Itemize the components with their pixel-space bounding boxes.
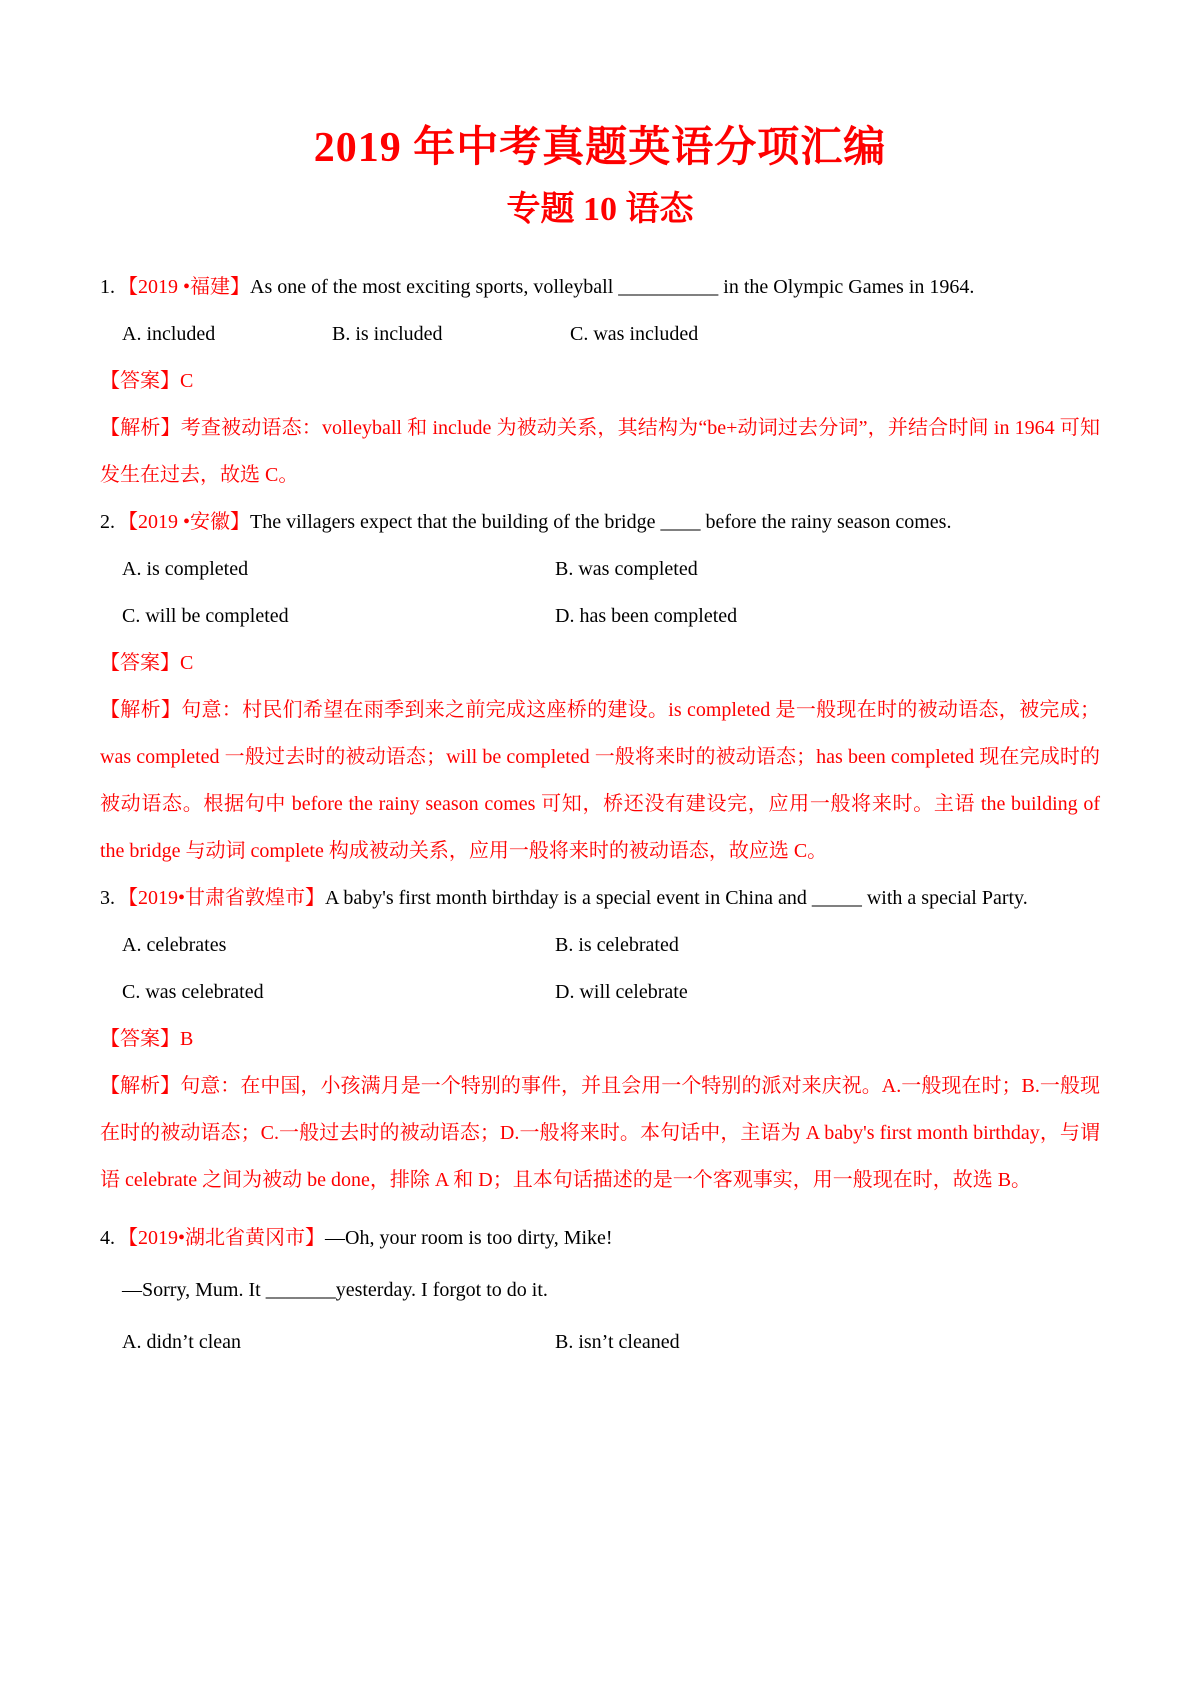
option-c: C. will be completed <box>122 605 289 628</box>
question-3 <box>100 875 1100 1204</box>
question-2-options-row-1 <box>100 546 1100 593</box>
answer-value: C <box>180 652 194 675</box>
question-3-options-row-1 <box>100 922 1100 969</box>
analysis-text: 考查被动语态：volleyball 和 include 为被动关系，其结构为“be+动词过去分词”，并结合时间 in 1964 可知发生在过去，故选 C。 <box>100 417 1100 487</box>
option-b: B. is included <box>332 323 443 346</box>
answer-label: 【答案】 <box>100 652 180 675</box>
option-a: A. is completed <box>122 558 249 581</box>
analysis-label: 【解析】 <box>100 699 182 722</box>
question-1 <box>100 264 1100 499</box>
answer-value: B <box>180 1028 194 1051</box>
option-c: C. was included <box>570 323 699 346</box>
analysis-text: 句意：在中国，小孩满月是一个特别的事件，并且会用一个特别的派对来庆祝。A.一般现在时；B.一般现在时的被动语态；C.一般过去时的被动语态；D.一般将来时。本句话中，主语为 A baby's first month birthday，与谓语 celebrate 之间为被动 be done，排除 A 和 D；且本句话描述的是一个客观事实，用一般现在时，故选 B。 <box>100 1075 1100 1192</box>
analysis-label: 【解析】 <box>100 1075 181 1098</box>
analysis-label: 【解析】 <box>100 417 181 440</box>
option-a: A. celebrates <box>122 934 227 957</box>
question-1-answer-line <box>100 358 1100 405</box>
question-text: —Oh, your room is too dirty, Mike! <box>325 1227 613 1250</box>
question-2 <box>100 499 1100 875</box>
option-b: B. isn’t cleaned <box>555 1331 680 1354</box>
question-4-stem-line-1 <box>100 1212 1100 1264</box>
question-2-options-row-2 <box>100 593 1100 640</box>
question-4-options-row-1 <box>100 1316 1100 1368</box>
question-number: 3. <box>100 887 115 910</box>
document-subtitle: 专题 10 语态 <box>506 190 694 228</box>
question-1-stem-line <box>100 264 1100 311</box>
question-3-options-row-2 <box>100 969 1100 1016</box>
question-text: A baby's first month birthday is a special event in China and _____ with a special Party. <box>325 887 1028 910</box>
option-d: D. has been completed <box>555 605 738 628</box>
answer-label: 【答案】 <box>100 1028 180 1051</box>
document-title: 2019 年中考真题英语分项汇编 <box>313 125 887 171</box>
option-a: A. included <box>122 323 216 346</box>
option-b: B. is celebrated <box>555 934 679 957</box>
answer-label: 【答案】 <box>100 370 180 393</box>
question-3-stem-line <box>100 875 1100 922</box>
option-b: B. was completed <box>555 558 698 581</box>
option-d: D. will celebrate <box>555 981 688 1004</box>
option-a: A. didn’t clean <box>122 1331 242 1354</box>
question-1-analysis <box>100 405 1100 499</box>
question-number: 4. <box>100 1227 115 1250</box>
question-3-analysis <box>100 1063 1100 1204</box>
answer-value: C <box>180 370 194 393</box>
analysis-text: 句意：村民们希望在雨季到来之前完成这座桥的建设。is completed 是一般现在时的被动语态，被完成；was completed 一般过去时的被动语态；will be completed 一般将来时的被动语态；has been completed 现在完成时的被动语态。根据句中 before the rainy season comes 可知，桥还没有建设完，应用一般将来时。主语 the building of the bridge 与动词 complete 构成被动关系，应用一般将来时的被动语态，故应选 C。 <box>100 699 1100 863</box>
question-2-answer-line <box>100 640 1100 687</box>
question-source-tag: 【2019•湖北省黄冈市】 <box>118 1227 326 1250</box>
question-4 <box>100 1212 1100 1368</box>
option-c: C. was celebrated <box>122 981 264 1004</box>
question-2-analysis <box>100 687 1100 875</box>
question-number: 1. <box>100 276 115 299</box>
question-3-answer-line <box>100 1016 1100 1063</box>
question-source-tag: 【2019•甘肃省敦煌市】 <box>118 887 326 910</box>
question-text: The villagers expect that the building of the bridge ____ before the rainy season comes. <box>250 511 952 534</box>
question-number: 2. <box>100 511 115 534</box>
question-source-tag: 【2019 •安徽】 <box>118 511 251 534</box>
question-source-tag: 【2019 •福建】 <box>118 276 251 299</box>
question-text: As one of the most exciting sports, volleyball __________ in the Olympic Games in 1964. <box>250 276 975 299</box>
question-4-stem-line-2: —Sorry, Mum. It _______yesterday. I forgot to do it. <box>122 1279 548 1302</box>
question-1-options-row <box>100 311 1100 358</box>
question-2-stem-line <box>100 499 1100 546</box>
